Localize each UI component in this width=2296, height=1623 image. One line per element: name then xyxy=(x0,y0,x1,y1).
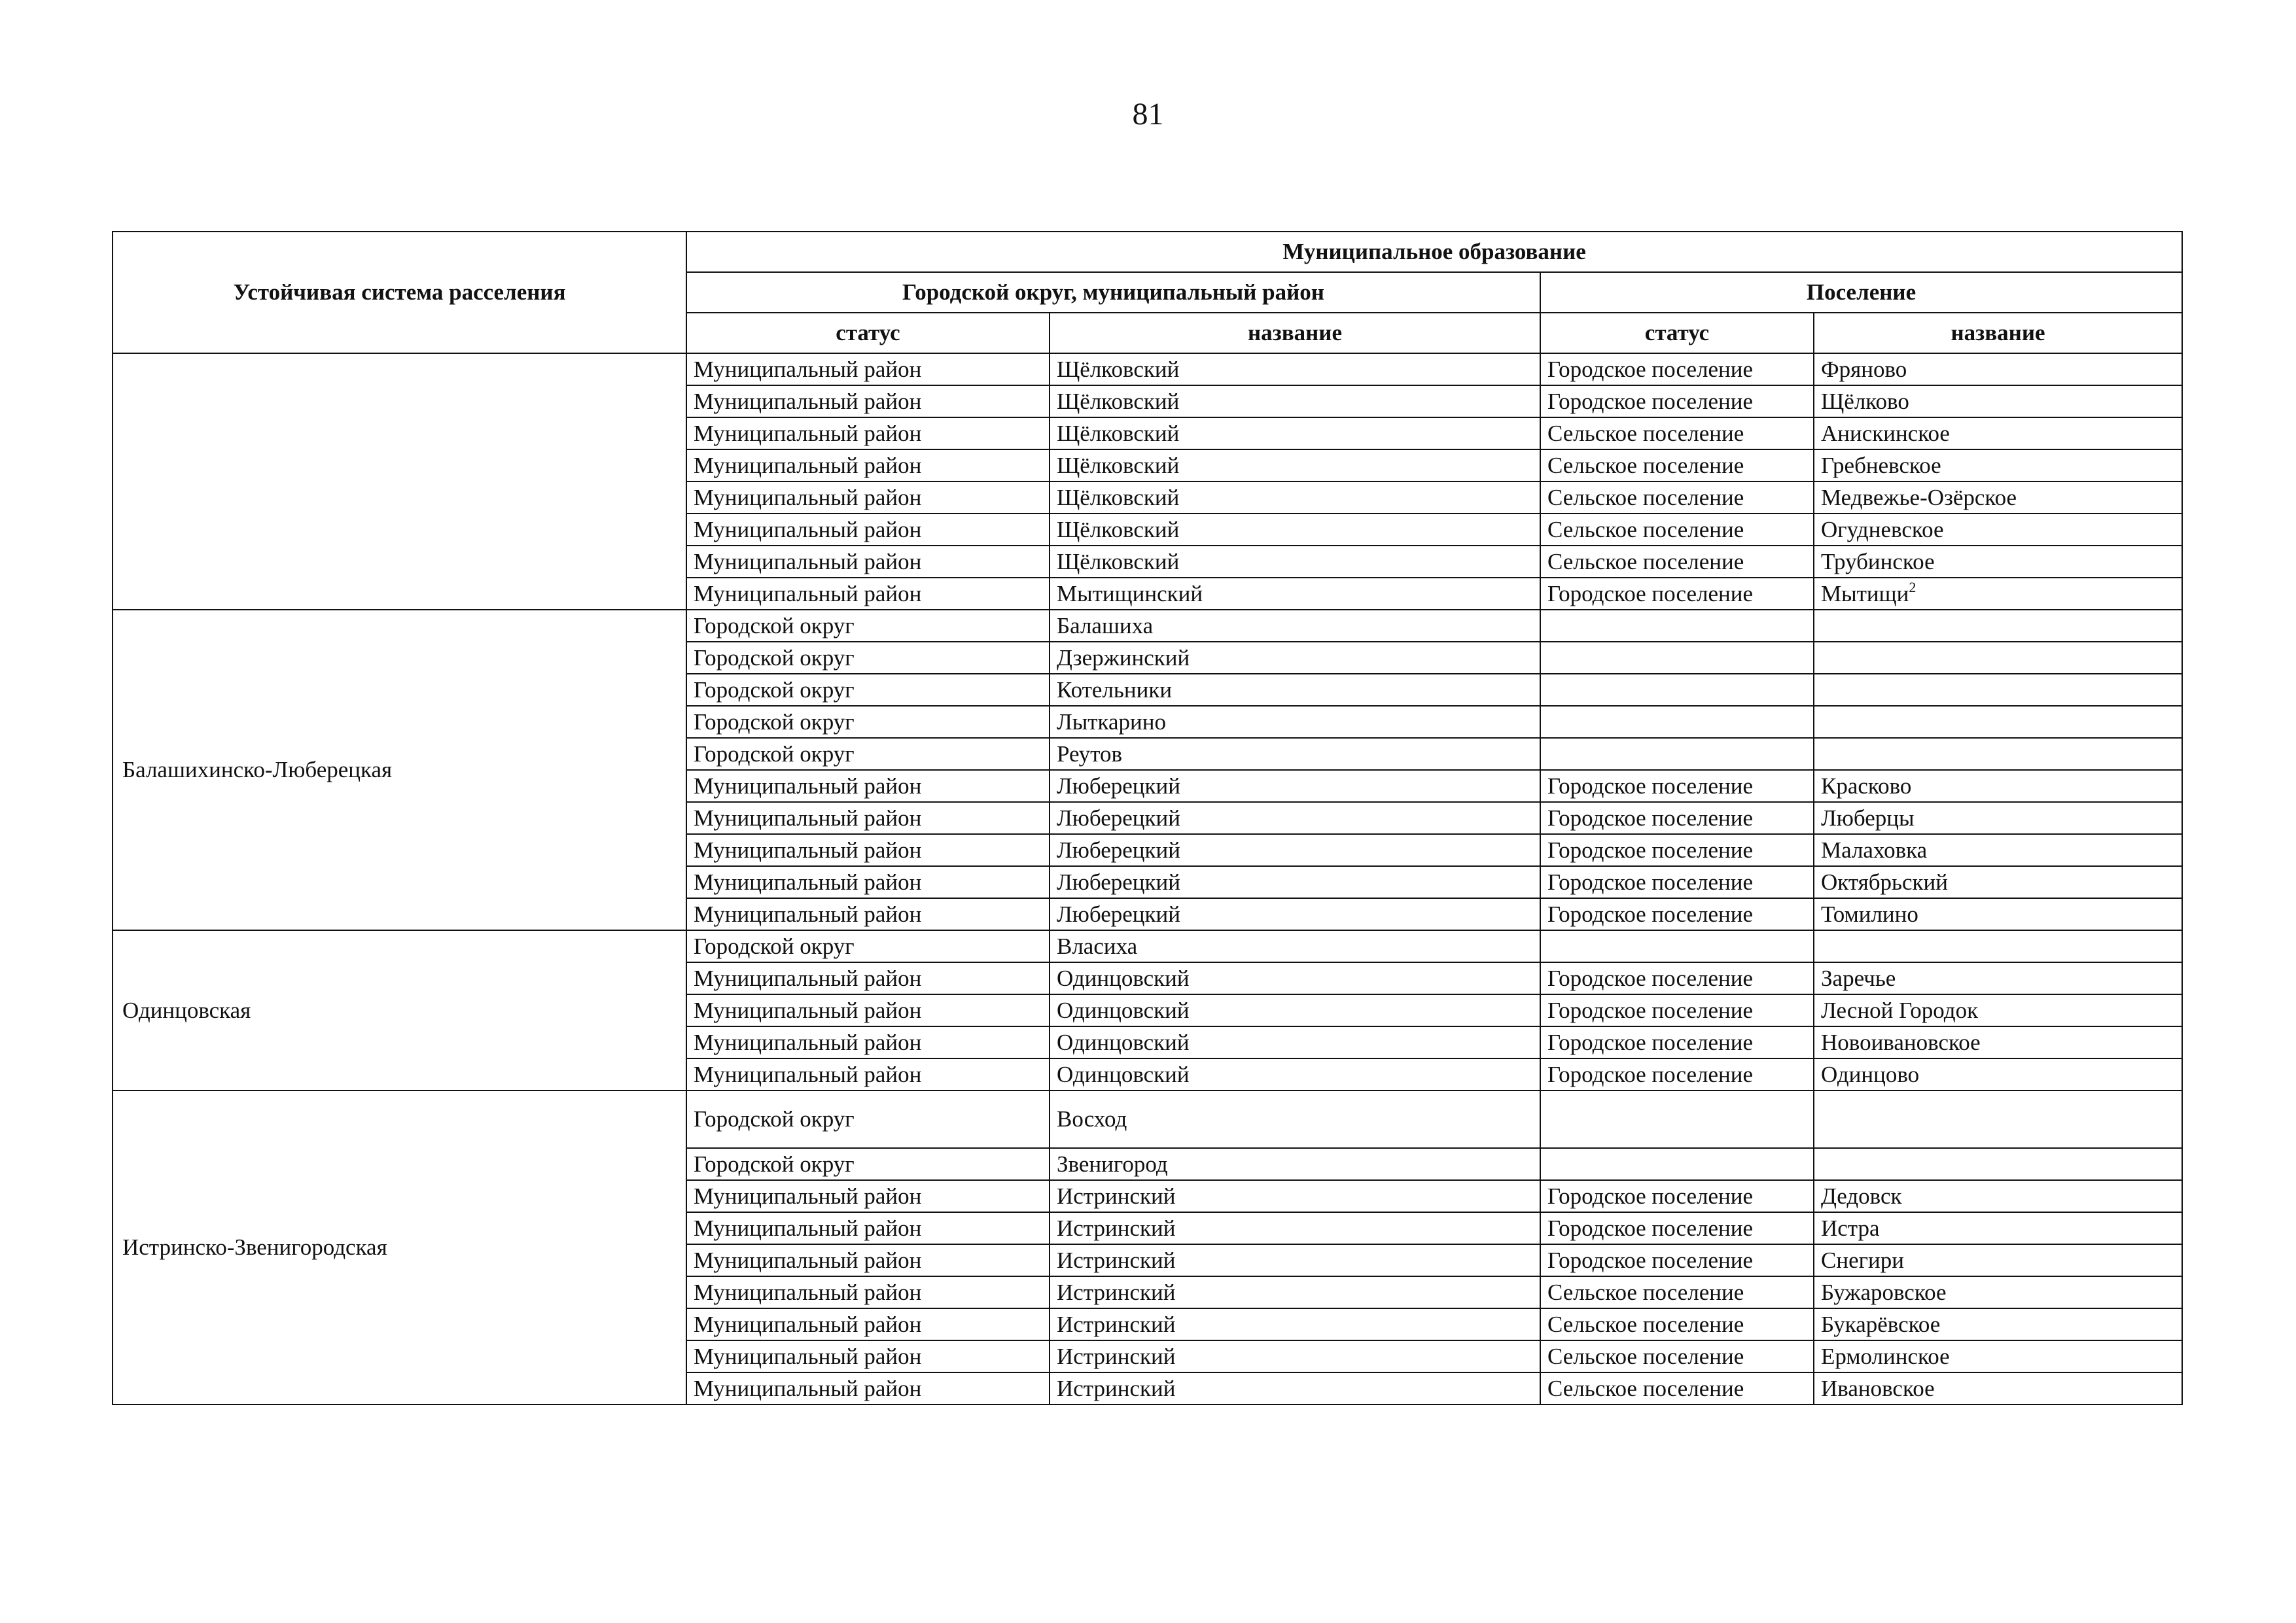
district-status-cell: Муниципальный район xyxy=(686,1180,1050,1212)
district-name-cell: Истринский xyxy=(1050,1180,1540,1212)
district-name-cell: Истринский xyxy=(1050,1276,1540,1308)
district-status-cell: Муниципальный район xyxy=(686,1058,1050,1091)
district-name-cell: Одинцовский xyxy=(1050,1026,1540,1058)
settlement-status-cell: Городское поселение xyxy=(1540,770,1814,802)
district-status-cell: Муниципальный район xyxy=(686,994,1050,1026)
settlement-status-cell xyxy=(1540,930,1814,962)
district-name-cell: Лыткарино xyxy=(1050,706,1540,738)
settlement-name-cell: Гребневское xyxy=(1814,449,2182,481)
settlement-name-cell xyxy=(1814,930,2182,962)
settlement-status-cell: Сельское поселение xyxy=(1540,1276,1814,1308)
settlement-status-cell: Городское поселение xyxy=(1540,353,1814,385)
district-name-cell: Балашиха xyxy=(1050,610,1540,642)
settlement-name-cell: Люберцы xyxy=(1814,802,2182,834)
settlement-status-cell: Сельское поселение xyxy=(1540,1308,1814,1340)
district-name-cell: Одинцовский xyxy=(1050,994,1540,1026)
district-status-cell: Городской округ xyxy=(686,738,1050,770)
district-status-cell: Муниципальный район xyxy=(686,481,1050,514)
district-status-cell: Муниципальный район xyxy=(686,898,1050,930)
district-name-cell: Власиха xyxy=(1050,930,1540,962)
settlement-status-cell: Сельское поселение xyxy=(1540,481,1814,514)
district-status-cell: Городской округ xyxy=(686,642,1050,674)
settlement-name-cell xyxy=(1814,642,2182,674)
settlement-name-cell xyxy=(1814,738,2182,770)
settlement-name-cell xyxy=(1814,610,2182,642)
table-row xyxy=(113,353,2182,385)
district-name-cell: Звенигород xyxy=(1050,1148,1540,1180)
district-name-cell: Истринский xyxy=(1050,1340,1540,1372)
district-status-cell: Муниципальный район xyxy=(686,417,1050,449)
district-status-cell: Муниципальный район xyxy=(686,1244,1050,1276)
table-header xyxy=(113,232,2182,353)
district-name-cell: Истринский xyxy=(1050,1212,1540,1244)
table-row xyxy=(113,930,2182,962)
settlement-status-cell xyxy=(1540,642,1814,674)
settlement-name-cell xyxy=(1814,1148,2182,1180)
settlement-status-cell xyxy=(1540,674,1814,706)
settlement-name-cell: Красково xyxy=(1814,770,2182,802)
settlement-name-cell: Снегири xyxy=(1814,1244,2182,1276)
header-system: Устойчивая система расселения xyxy=(113,232,686,353)
district-status-cell: Муниципальный район xyxy=(686,353,1050,385)
district-name-cell: Щёлковский xyxy=(1050,481,1540,514)
table-body xyxy=(113,353,2182,1405)
settlement-status-cell: Городское поселение xyxy=(1540,578,1814,610)
footnote-marker: 2 xyxy=(1909,578,1916,595)
settlement-status-cell: Городское поселение xyxy=(1540,1244,1814,1276)
district-status-cell: Городской округ xyxy=(686,674,1050,706)
settlement-name-text: Мытищи xyxy=(1821,580,1909,606)
district-status-cell: Муниципальный район xyxy=(686,546,1050,578)
settlement-status-cell: Сельское поселение xyxy=(1540,1340,1814,1372)
settlement-status-cell: Городское поселение xyxy=(1540,1058,1814,1091)
settlement-system-cell: Одинцовская xyxy=(113,930,686,1091)
settlement-status-cell: Городское поселение xyxy=(1540,898,1814,930)
settlement-status-cell xyxy=(1540,706,1814,738)
settlement-name-cell: Букарёвское xyxy=(1814,1308,2182,1340)
header-district-name: название xyxy=(1050,313,1540,353)
settlement-name-cell: Ивановское xyxy=(1814,1372,2182,1405)
settlement-name-cell: Томилино xyxy=(1814,898,2182,930)
district-status-cell: Муниципальный район xyxy=(686,1276,1050,1308)
district-status-cell: Муниципальный район xyxy=(686,1026,1050,1058)
district-status-cell: Городской округ xyxy=(686,1148,1050,1180)
district-name-cell: Истринский xyxy=(1050,1308,1540,1340)
district-status-cell: Городской округ xyxy=(686,706,1050,738)
settlement-name-cell: Лесной Городок xyxy=(1814,994,2182,1026)
settlement-name-cell: Истра xyxy=(1814,1212,2182,1244)
settlement-status-cell: Сельское поселение xyxy=(1540,449,1814,481)
settlement-name-cell: Фряново xyxy=(1814,353,2182,385)
district-status-cell: Городской округ xyxy=(686,1091,1050,1148)
settlement-system-cell xyxy=(113,353,686,610)
settlement-name-cell: Дедовск xyxy=(1814,1180,2182,1212)
district-name-cell: Одинцовский xyxy=(1050,1058,1540,1091)
district-status-cell: Муниципальный район xyxy=(686,770,1050,802)
table-row xyxy=(113,1091,2182,1148)
district-name-cell: Щёлковский xyxy=(1050,417,1540,449)
settlement-name-cell xyxy=(1814,674,2182,706)
table-row xyxy=(113,610,2182,642)
settlement-status-cell: Сельское поселение xyxy=(1540,417,1814,449)
settlement-name-cell: Бужаровское xyxy=(1814,1276,2182,1308)
settlement-status-cell: Городское поселение xyxy=(1540,1026,1814,1058)
district-status-cell: Муниципальный район xyxy=(686,578,1050,610)
settlement-name-cell: Малаховка xyxy=(1814,834,2182,866)
settlement-status-cell xyxy=(1540,1091,1814,1148)
district-status-cell: Муниципальный район xyxy=(686,385,1050,417)
settlement-status-cell: Городское поселение xyxy=(1540,994,1814,1026)
settlement-status-cell: Городское поселение xyxy=(1540,385,1814,417)
district-name-cell: Щёлковский xyxy=(1050,353,1540,385)
header-settlement-name: название xyxy=(1814,313,2182,353)
settlement-status-cell: Городское поселение xyxy=(1540,962,1814,994)
settlement-name-cell: Анискинское xyxy=(1814,417,2182,449)
district-status-cell: Муниципальный район xyxy=(686,1308,1050,1340)
header-municipal: Муниципальное образование xyxy=(686,232,2182,272)
district-name-cell: Люберецкий xyxy=(1050,802,1540,834)
header-settlement: Поселение xyxy=(1540,272,2182,313)
settlement-name-cell: Огудневское xyxy=(1814,514,2182,546)
district-status-cell: Муниципальный район xyxy=(686,1372,1050,1405)
header-settlement-status: статус xyxy=(1540,313,1814,353)
settlement-name-cell: Новоивановское xyxy=(1814,1026,2182,1058)
settlement-name-cell xyxy=(1814,1091,2182,1148)
settlement-name-cell: Медвежье-Озёрское xyxy=(1814,481,2182,514)
settlement-status-cell: Городское поселение xyxy=(1540,802,1814,834)
district-name-cell: Люберецкий xyxy=(1050,770,1540,802)
district-status-cell: Муниципальный район xyxy=(686,1340,1050,1372)
district-name-cell: Мытищинский xyxy=(1050,578,1540,610)
settlement-name-cell: Одинцово xyxy=(1814,1058,2182,1091)
header-district-status: статус xyxy=(686,313,1050,353)
settlement-name-cell: Октябрьский xyxy=(1814,866,2182,898)
settlement-system-cell: Балашихинско-Люберецкая xyxy=(113,610,686,930)
settlement-name-cell: Ермолинское xyxy=(1814,1340,2182,1372)
settlement-system-cell: Истринско-Звенигородская xyxy=(113,1091,686,1405)
district-name-cell: Одинцовский xyxy=(1050,962,1540,994)
district-status-cell: Муниципальный район xyxy=(686,1212,1050,1244)
settlement-status-cell: Сельское поселение xyxy=(1540,546,1814,578)
district-name-cell: Котельники xyxy=(1050,674,1540,706)
district-name-cell: Истринский xyxy=(1050,1244,1540,1276)
district-name-cell: Восход xyxy=(1050,1091,1540,1148)
district-status-cell: Муниципальный район xyxy=(686,866,1050,898)
district-status-cell: Городской округ xyxy=(686,610,1050,642)
district-name-cell: Щёлковский xyxy=(1050,514,1540,546)
settlement-status-cell xyxy=(1540,738,1814,770)
district-status-cell: Муниципальный район xyxy=(686,802,1050,834)
settlement-status-cell: Городское поселение xyxy=(1540,834,1814,866)
settlement-status-cell: Сельское поселение xyxy=(1540,514,1814,546)
settlement-name-cell: Заречье xyxy=(1814,962,2182,994)
district-name-cell: Реутов xyxy=(1050,738,1540,770)
header-district: Городской округ, муниципальный район xyxy=(686,272,1540,313)
settlement-name-cell xyxy=(1814,706,2182,738)
district-name-cell: Истринский xyxy=(1050,1372,1540,1405)
settlement-status-cell xyxy=(1540,610,1814,642)
district-name-cell: Щёлковский xyxy=(1050,385,1540,417)
district-name-cell: Щёлковский xyxy=(1050,449,1540,481)
settlement-name-cell xyxy=(1814,578,2182,610)
settlement-status-cell: Городское поселение xyxy=(1540,1212,1814,1244)
district-status-cell: Городской округ xyxy=(686,930,1050,962)
district-name-cell: Люберецкий xyxy=(1050,898,1540,930)
settlement-status-cell: Сельское поселение xyxy=(1540,1372,1814,1405)
settlement-name-cell: Щёлково xyxy=(1814,385,2182,417)
settlement-status-cell: Городское поселение xyxy=(1540,866,1814,898)
district-status-cell: Муниципальный район xyxy=(686,449,1050,481)
page-number: 81 xyxy=(1132,97,1164,131)
district-status-cell: Муниципальный район xyxy=(686,514,1050,546)
district-name-cell: Люберецкий xyxy=(1050,866,1540,898)
settlement-systems-table xyxy=(112,231,2183,1405)
settlement-name-cell: Трубинское xyxy=(1814,546,2182,578)
district-name-cell: Щёлковский xyxy=(1050,546,1540,578)
district-name-cell: Дзержинский xyxy=(1050,642,1540,674)
district-status-cell: Муниципальный район xyxy=(686,834,1050,866)
settlement-status-cell xyxy=(1540,1148,1814,1180)
settlement-status-cell: Городское поселение xyxy=(1540,1180,1814,1212)
district-status-cell: Муниципальный район xyxy=(686,962,1050,994)
district-name-cell: Люберецкий xyxy=(1050,834,1540,866)
